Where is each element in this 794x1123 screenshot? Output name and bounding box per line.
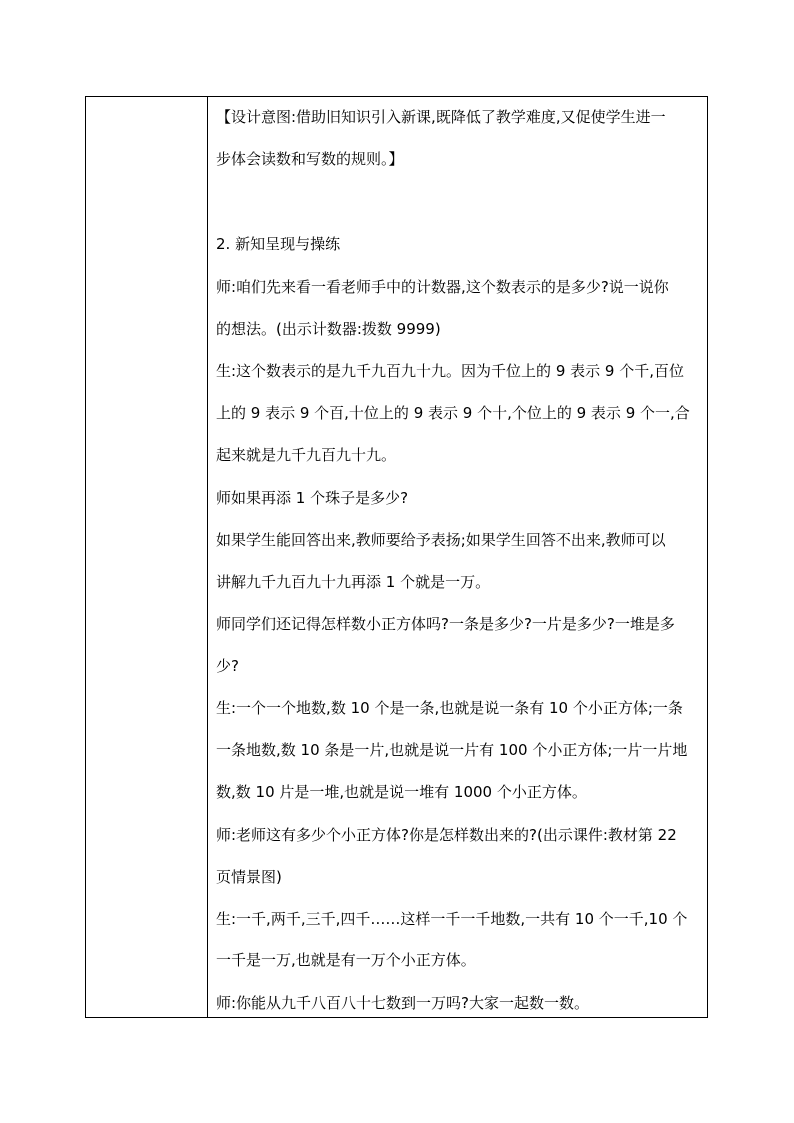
paragraph-line: 数,数 10 片是一堆,也就是说一堆有 1000 个小正方体。 [216, 783, 587, 801]
paragraph-line: 师:你能从九千八百八十七数到一万吗?大家一起数一数。 [216, 994, 590, 1012]
section-heading: 2. 新知呈现与操练 [216, 235, 341, 253]
paragraph-line: 上的 9 表示 9 个百,十位上的 9 表示 9 个十,个位上的 9 表示 9 个一,合 [216, 404, 690, 422]
paragraph-line: 师:老师这有多少个小正方体?你是怎样数出来的?(出示课件:教材第 22 [216, 826, 677, 844]
paragraph-line: 如果学生能回答出来,教师要给予表扬;如果学生回答不出来,教师可以 [216, 531, 666, 549]
paragraph-line: 起来就是九千九百九十九。 [216, 446, 397, 464]
lesson-plan-table [85, 96, 708, 1018]
paragraph-line: 一千是一万,也就是有一万个小正方体。 [216, 951, 476, 969]
design-intent-line-2: 步体会读数和写数的规则。】 [216, 150, 404, 168]
paragraph-line: 少? [216, 657, 239, 675]
paragraph-line: 的想法。(出示计数器:拨数 9999) [216, 320, 441, 338]
paragraph-line: 生:这个数表示的是九千九百九十九。因为千位上的 9 表示 9 个千,百位 [216, 362, 684, 380]
paragraph-line: 师同学们还记得怎样数小正方体吗?一条是多少?一片是多少?一堆是多 [216, 615, 675, 633]
paragraph-line: 师如果再添 1 个珠子是多少? [216, 489, 409, 507]
paragraph-line: 页情景图) [216, 868, 282, 886]
paragraph-line: 一条地数,数 10 条是一片,也就是说一片有 100 个小正方体;一片一片地 [216, 741, 688, 759]
paragraph-line: 讲解九千九百九十九再添 1 个就是一万。 [216, 573, 491, 591]
paragraph-line: 师:咱们先来看一看老师手中的计数器,这个数表示的是多少?说一说你 [216, 278, 669, 296]
table-content-column [208, 97, 707, 1017]
design-intent-line-1: 【设计意图:借助旧知识引入新课,既降低了教学难度,又促使学生进一 [216, 108, 666, 126]
table-left-column [86, 97, 208, 1017]
paragraph-line: 生:一个一个地数,数 10 个是一条,也就是说一条有 10 个小正方体;一条 [216, 699, 683, 717]
paragraph-line: 生:一千,两千,三千,四千……这样一千一千地数,一共有 10 个一千,10 个 [216, 910, 688, 928]
